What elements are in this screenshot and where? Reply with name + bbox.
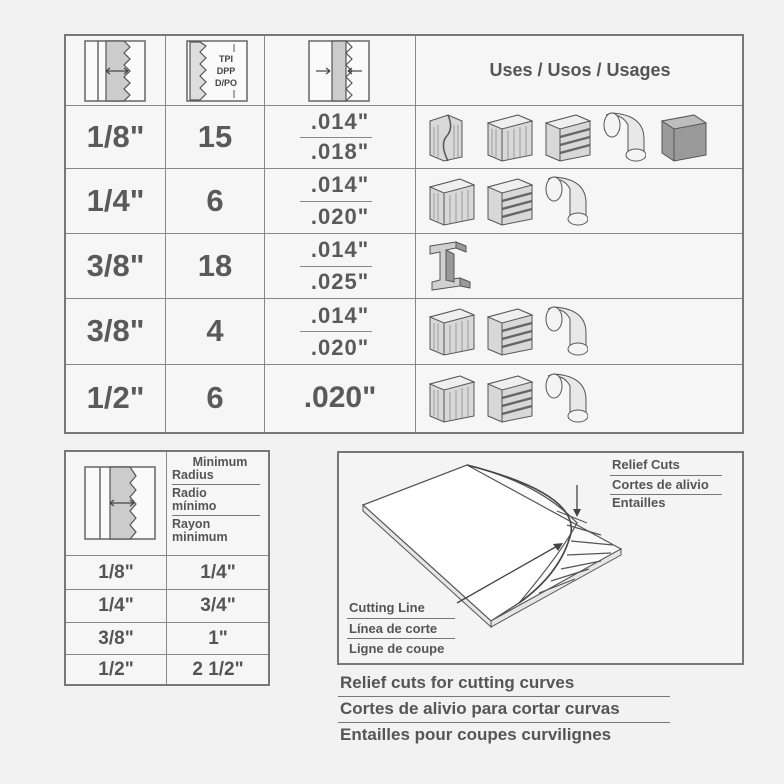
- header-line: Minimum: [192, 455, 248, 469]
- radius-blade-width: 1/2": [98, 659, 134, 680]
- tpi-value: 6: [206, 182, 224, 218]
- relief-cuts-label-es: Cortes de alivio: [612, 477, 709, 492]
- cutting-line-label-es: Línea de corte: [349, 621, 438, 636]
- header-line: Radio: [172, 486, 207, 500]
- pipe-elbow-icon: [542, 175, 588, 232]
- laminate-block-icon: [542, 111, 594, 168]
- laminate-block-icon: [484, 175, 536, 232]
- laminate-block-icon: [484, 372, 536, 429]
- blade-thickness-icon: [308, 40, 370, 102]
- blade-width-icon-small: [84, 466, 156, 540]
- minimum-radius-value: 1/4": [200, 561, 236, 583]
- pipe-elbow-icon: [600, 111, 646, 168]
- thickness-value: .020": [310, 203, 370, 229]
- metal-beam-icon: [426, 240, 472, 297]
- caption-es: Cortes de alivio para cortar curvas: [340, 699, 620, 718]
- thickness-value: .014": [310, 172, 370, 198]
- thickness-value: .018": [310, 139, 370, 165]
- teeth-per-inch-icon: [186, 40, 248, 102]
- radius-blade-width: 3/8": [98, 627, 134, 649]
- minimum-radius-value: 2 1/2": [192, 659, 244, 680]
- thickness-value: .020": [303, 381, 377, 414]
- tpi-value: 4: [206, 313, 224, 348]
- blade-width-value: 1/2": [86, 380, 145, 415]
- dpp-label: DPP: [216, 66, 236, 76]
- cutting-line-label-fr: Ligne de coupe: [349, 641, 445, 656]
- tpi-label: TPI: [218, 54, 234, 64]
- blade-width-value: 1/8": [86, 118, 145, 154]
- wood-block-icon: [426, 372, 478, 429]
- blade-width-value: 3/8": [86, 247, 145, 283]
- thickness-value: .014": [310, 302, 370, 328]
- plywood-block-icon: [484, 111, 536, 168]
- pipe-elbow-icon: [542, 305, 588, 362]
- pipe-elbow-icon: [542, 372, 588, 429]
- caption-fr: Entailles pour coupes curvilignes: [340, 725, 612, 744]
- tpi-value: 6: [206, 380, 224, 415]
- header-line: mínimo: [172, 500, 260, 516]
- radius-blade-width: 1/4": [98, 595, 134, 616]
- relief-cuts-label-fr: Entailles: [612, 495, 666, 510]
- cutting-line-label: Cutting Line: [349, 600, 425, 615]
- blade-spec-table: [64, 34, 744, 434]
- header-line: minimum: [172, 530, 228, 544]
- header-line: Radius: [172, 469, 260, 485]
- wood-block-icon: [426, 305, 478, 362]
- blade-width-value: 1/4": [86, 182, 145, 218]
- thickness-value: .025": [310, 268, 370, 294]
- uses-title: Uses / Usos / Usages: [489, 60, 671, 80]
- header-line: Rayon: [172, 517, 211, 531]
- minimum-radius-value: 1": [208, 627, 228, 649]
- radius-blade-width: 1/8": [98, 561, 134, 583]
- relief-cut-diagram: [337, 451, 744, 665]
- thickness-value: .020": [310, 334, 370, 360]
- relief-cuts-label: Relief Cuts: [612, 457, 680, 472]
- minimum-radius-value: 3/4": [200, 595, 236, 616]
- laminate-block-icon: [484, 305, 536, 362]
- minimum-radius-table: [64, 450, 270, 686]
- caption-en: Relief cuts for cutting curves: [340, 673, 575, 692]
- thickness-value: .014": [310, 237, 370, 263]
- tpi-value: 18: [197, 247, 233, 283]
- tpi-value: 15: [197, 118, 233, 154]
- wood-block-icon: [426, 175, 478, 232]
- dpo-label: D/PO: [214, 78, 238, 88]
- thickness-value: .014": [310, 108, 370, 134]
- particleboard-block-icon: [658, 111, 710, 168]
- blade-width-value: 3/8": [86, 313, 145, 348]
- blade-width-icon: [84, 40, 146, 102]
- wood-block-curve-icon: [426, 111, 466, 168]
- minimum-radius-header: [172, 456, 268, 544]
